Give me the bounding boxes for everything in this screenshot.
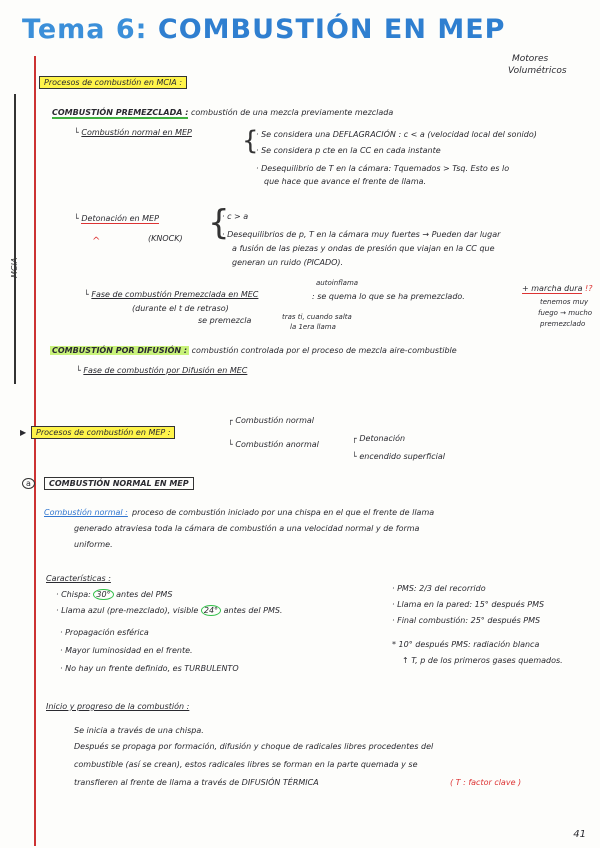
inicio-title: Inicio y progreso de la combustión :	[46, 702, 190, 711]
normal-point-3: · Desequilibrio de T en la cámara: Tquemados > Tsq. Esto es lo	[256, 164, 510, 173]
side-label: MCIA	[10, 257, 19, 278]
caract-left-5: · No hay un frente definido, es TURBULENTO	[60, 664, 239, 673]
page-title	[22, 14, 505, 45]
normal-point-4: que hace que avance el frente de llama.	[264, 177, 427, 186]
difusion-title: COMBUSTIÓN POR DIFUSIÓN :	[52, 346, 188, 355]
mep-heading: Procesos de combustión en MEP :	[32, 428, 174, 437]
normal-point-2: · Se considera p cte en la CC en cada instante	[256, 146, 441, 155]
premezclada-row	[52, 108, 393, 117]
normal-point-1: · Se considera una DEFLAGRACIÓN : c < a (velocidad local del sonido)	[256, 130, 537, 139]
mep-anormal: └ Combustión anormal	[228, 440, 319, 449]
difusion-row	[50, 346, 457, 355]
mep-normal: ┌ Combustión normal	[228, 416, 314, 425]
page-number: 41	[573, 829, 586, 840]
detonacion-point-1: · c > a	[222, 212, 249, 221]
def-line-1: proceso de combustión iniciado por una chispa en el que el frente de llama	[132, 508, 435, 517]
caract-right-1: · PMS: 2/3 del recorrido	[392, 584, 486, 593]
caract-right-4: * 10° después PMS: radiación blanca	[392, 640, 540, 649]
premezclada-desc: combustión de una mezcla previamente mezclada	[190, 108, 394, 117]
marcha-note-2: fuego → mucho	[538, 309, 593, 317]
difusion-desc: combustión controlada por el proceso de mezcla aire-combustible	[191, 346, 457, 355]
mcia-heading: Procesos de combustión en MCIA :	[40, 78, 186, 87]
detonacion-point-3: a fusión de las piezas y ondas de presión que viajan en la CC que	[232, 244, 495, 253]
fase-sub-1: (durante el t de retraso)	[132, 304, 229, 313]
def-line-3: uniforme.	[74, 540, 113, 549]
caract-right-5: ↑ T, p de los primeros gases quemados.	[402, 656, 563, 665]
anormal-item-2: └ encendido superficial	[352, 452, 445, 461]
normal-mep-label: └ Combustión normal en MEP	[74, 128, 192, 137]
marcha-dura-label: + marcha dura !?	[522, 284, 593, 293]
fase-text: : se quema lo que se ha premezclado.	[312, 292, 465, 301]
fase-label: └ Fase de combustión Premezclada en MEC	[84, 290, 259, 299]
fase-sub-2: se premezcla	[198, 316, 252, 325]
marcha-note-3: premezclado	[540, 320, 586, 328]
detonacion-label: └ Detonación en MEP	[74, 214, 159, 223]
bracket-line	[14, 94, 16, 384]
detonacion-sub: (KNOCK)	[148, 234, 183, 243]
subtitle-line-2: Volumétricos	[508, 66, 567, 76]
margin-line	[34, 56, 36, 846]
difusion-sub: └ Fase de combustión por Difusión en MEC	[76, 366, 248, 375]
caract-right-2: · Llama en la pared: 15° después PMS	[392, 600, 545, 609]
def-label: Combustión normal :	[44, 508, 128, 517]
inicio-line-2: Después se propaga por formación, difusión y choque de radicales libres procedentes del	[74, 742, 434, 751]
section-title: COMBUSTIÓN NORMAL EN MEP	[44, 479, 194, 488]
brace: {	[242, 126, 259, 156]
marcha-note-1: tenemos muy	[540, 298, 589, 306]
def-line-2: generado atraviesa toda la cámara de combustión a una velocidad normal y de forma	[74, 524, 420, 533]
inicio-line-1: Se inicia a través de una chispa.	[74, 726, 204, 735]
anormal-item-1: ┌ Detonación	[352, 434, 406, 443]
caract-left-2: · Llama azul (pre-mezclado), visible 24° antes del PMS.	[56, 606, 283, 615]
caract-title: Características :	[46, 574, 111, 583]
detonacion-point-4: generan un ruido (PICADO).	[232, 258, 344, 267]
detonacion-point-2: · Desequilibrios de p, T en la cámara muy fuertes → Pueden dar lugar	[222, 230, 501, 239]
bullet-marker: ▶	[20, 428, 27, 437]
inicio-line-3: combustible (así se crean), estos radicales libres se forman en la parte quemada y se	[74, 760, 418, 769]
section-number: a	[22, 479, 35, 488]
caract-left-4: · Mayor luminosidad en el frente.	[60, 646, 193, 655]
brace: {	[208, 203, 230, 243]
inicio-line-4: transfieren al frente de llama a través de DIFUSIÓN TÉRMICA	[74, 778, 319, 787]
title-prefix: Tema 6:	[22, 14, 148, 45]
caract-left-1: · Chispa: 30° antes del PMS	[56, 590, 173, 599]
caract-right-3: · Final combustión: 25° después PMS	[392, 616, 541, 625]
premezclada-title: COMBUSTIÓN PREMEZCLADA :	[52, 108, 189, 117]
fase-below-note-2: la 1era llama	[290, 323, 336, 331]
caract-left-3: · Propagación esférica	[60, 628, 149, 637]
fase-above-note: autoinflama	[316, 279, 359, 287]
warning-mark: ^	[92, 236, 101, 247]
subtitle-line-1: Motores	[512, 54, 549, 64]
title-main: COMBUSTIÓN EN MEP	[157, 14, 506, 45]
fase-below-note-1: tras ti, cuando salta	[282, 313, 352, 321]
inicio-note: ( T : factor clave )	[450, 778, 522, 787]
